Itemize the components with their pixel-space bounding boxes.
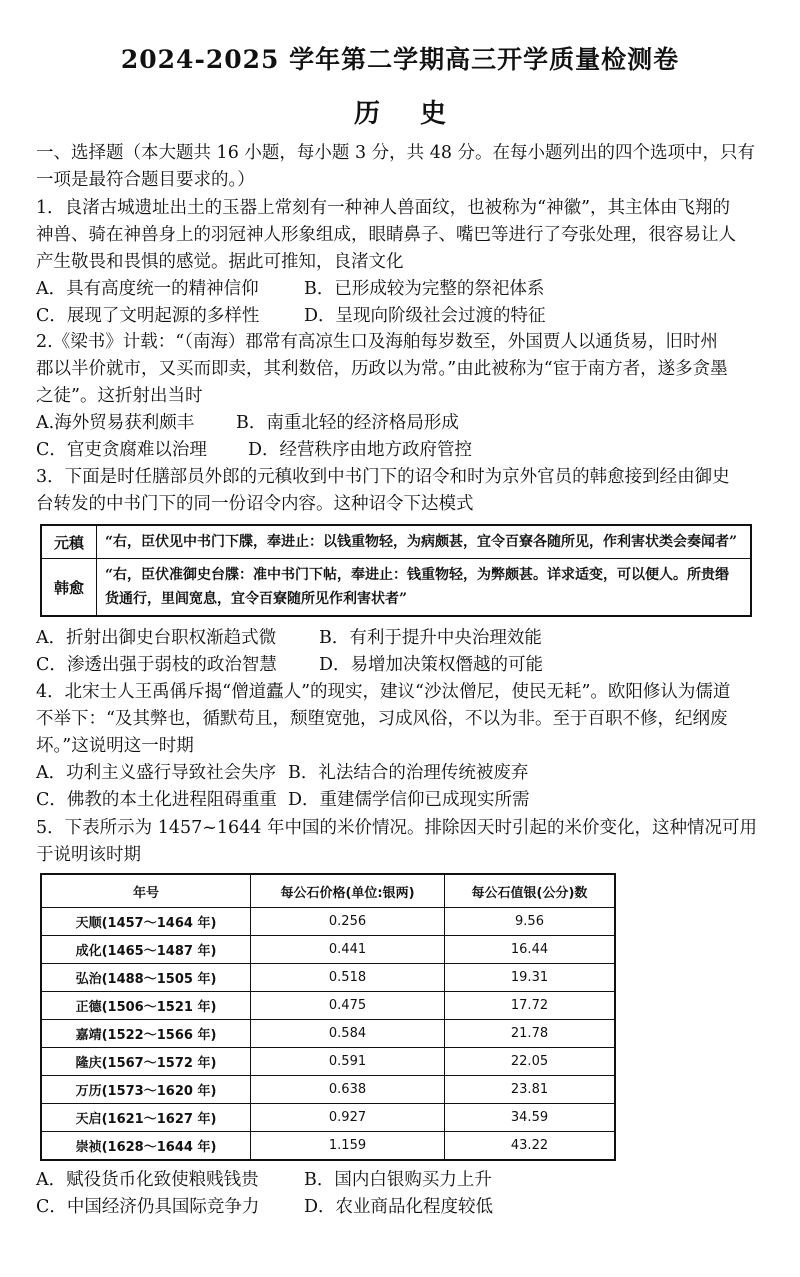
- price-cell: 0.518: [251, 964, 445, 992]
- reign-cell: 隆庆(1567～1572 年): [41, 1048, 251, 1076]
- edict-text: “右，臣伏准御史台牒：准中书门下帖，奉进止：钱重物轻，为弊颇甚。详求适变，可以便人。所贵缗货通行，里闾宽息，宜令百寮随所见作利害状者”: [97, 559, 752, 617]
- q1-options-row: [36, 303, 766, 329]
- table-row: [41, 936, 615, 964]
- silver-cell: 34.59: [445, 1104, 616, 1132]
- table-header-row: [41, 874, 615, 908]
- q4-option-d[interactable]: D．重建儒学信仰已成现实所需: [288, 790, 530, 810]
- q1-option-a[interactable]: A．具有高度统一的精神信仰: [36, 279, 259, 299]
- price-cell: 0.638: [251, 1076, 445, 1104]
- q5-option-c[interactable]: C．中国经济仍具国际竞争力: [36, 1197, 260, 1217]
- price-cell: 0.256: [251, 908, 445, 936]
- q3-option-c[interactable]: C．渗透出强于弱枝的政治智慧: [36, 655, 277, 675]
- silver-cell: 22.05: [445, 1048, 616, 1076]
- table-row: [41, 992, 615, 1020]
- q2-stem-line: 之徒”。这折射出当时: [36, 386, 203, 406]
- table-row: [41, 559, 751, 617]
- q5-options-row: [36, 1194, 766, 1220]
- q4-stem-line: 4．北宋士人王禹偁斥揭“僧道蠹人”的现实，建议“沙汰僧尼，使民无耗”。欧阳修认为儒道: [36, 682, 731, 702]
- silver-cell: 23.81: [445, 1076, 616, 1104]
- column-header: 每公石值银(公分)数: [445, 874, 616, 908]
- q5-option-a[interactable]: A．赋役货币化致使粮贱钱贵: [36, 1170, 259, 1190]
- q3-stem-line: 3．下面是时任膳部员外郎的元稹收到中书门下的诏令和时为京外官员的韩愈接到经由御史: [36, 467, 730, 487]
- q2-option-a[interactable]: A.海外贸易获利颇丰: [36, 413, 195, 433]
- q2-stem-line: 2.《梁书》计载：“（南海）郡常有高凉生口及海舶每岁数至，外国贾人以通货易，旧时州: [36, 332, 718, 352]
- q4-option-a[interactable]: A．功利主义盛行导致社会失序: [36, 763, 277, 783]
- silver-cell: 43.22: [445, 1132, 616, 1161]
- reign-cell: 弘治(1488～1505 年): [41, 964, 251, 992]
- table-row: [41, 1076, 615, 1104]
- silver-cell: 9.56: [445, 908, 616, 936]
- q5-option-d[interactable]: D．农业商品化程度较低: [304, 1197, 494, 1217]
- reign-cell: 天顺(1457～1464 年): [41, 908, 251, 936]
- silver-cell: 21.78: [445, 1020, 616, 1048]
- q1-stem-line: 1．良渚古城遗址出土的玉器上常刻有一种神人兽面纹，也被称为“神徽”，其主体由飞翔的: [36, 198, 731, 218]
- price-cell: 0.584: [251, 1020, 445, 1048]
- reign-cell: 嘉靖(1522～1566 年): [41, 1020, 251, 1048]
- exam-title: 2024-2025 学年第二学期高三开学质量检测卷: [120, 45, 680, 74]
- q1-stem-line: 神兽、骑在神兽身上的羽冠神人形象组成，眼睛鼻子、嘴巴等进行了夸张处理，很容易让人: [36, 225, 736, 245]
- table-row: [41, 1020, 615, 1048]
- table-row: [41, 1132, 615, 1161]
- table-row: [41, 1048, 615, 1076]
- price-cell: 0.475: [251, 992, 445, 1020]
- q5-options-row: [36, 1167, 766, 1193]
- reign-cell: 崇祯(1628～1644 年): [41, 1132, 251, 1161]
- q1-option-b[interactable]: B．已形成较为完整的祭祀体系: [304, 279, 545, 299]
- q4-option-b[interactable]: B．礼法结合的治理传统被废弃: [288, 763, 529, 783]
- q3-option-a[interactable]: A．折射出御史台职权渐趋式微: [36, 628, 277, 648]
- price-cell: 0.591: [251, 1048, 445, 1076]
- subject-title: 历史: [353, 99, 486, 129]
- q3-stem-line: 台转发的中书门下的同一份诏令内容。这种诏令下达模式: [36, 494, 474, 514]
- q5-option-b[interactable]: B．国内白银购买力上升: [304, 1170, 492, 1190]
- q3-option-d[interactable]: D．易增加决策权僭越的可能: [319, 655, 544, 675]
- q2-options-row: [36, 437, 766, 463]
- q5-stem-line: 于说明该时期: [36, 845, 141, 865]
- price-cell: 1.159: [251, 1132, 445, 1161]
- q5-rice-price-table: [40, 873, 616, 1161]
- q1-option-c[interactable]: C．展现了文明起源的多样性: [36, 306, 260, 326]
- reign-cell: 万历(1573～1620 年): [41, 1076, 251, 1104]
- q1-stem-line: 产生敬畏和畏惧的感觉。据此可推知，良渚文化: [36, 252, 404, 272]
- column-header: 每公石价格(单位:银两): [251, 874, 445, 908]
- reign-cell: 天启(1621～1627 年): [41, 1104, 251, 1132]
- q2-option-d[interactable]: D．经营秩序由地方政府管控: [248, 440, 473, 460]
- silver-cell: 17.72: [445, 992, 616, 1020]
- q3-edict-table: [40, 524, 752, 617]
- table-row: [41, 1104, 615, 1132]
- q3-options-row: [36, 652, 766, 678]
- q1-option-d[interactable]: D．呈现向阶级社会过渡的特征: [304, 306, 546, 326]
- q2-option-b[interactable]: B．南重北轻的经济格局形成: [236, 413, 459, 433]
- edict-recipient: 韩愈: [41, 559, 97, 617]
- price-cell: 0.441: [251, 936, 445, 964]
- q4-option-c[interactable]: C．佛教的本土化进程阻碍重重: [36, 790, 277, 810]
- table-row: [41, 964, 615, 992]
- q2-options-row: [36, 410, 766, 436]
- q4-stem-line: 坏。”这说明这一时期: [36, 736, 194, 756]
- q4-options-row: [36, 760, 766, 786]
- q3-options-row: [36, 625, 766, 651]
- silver-cell: 19.31: [445, 964, 616, 992]
- price-cell: 0.927: [251, 1104, 445, 1132]
- q2-option-c[interactable]: C．官吏贪腐难以治理: [36, 440, 207, 460]
- reign-cell: 正德(1506～1521 年): [41, 992, 251, 1020]
- edict-recipient: 元稹: [41, 525, 97, 559]
- column-header: 年号: [41, 874, 251, 908]
- section-instructions-cont: 一项是最符合题目要求的。）: [36, 170, 255, 190]
- q5-stem-line: 5．下表所示为 1457~1644 年中国的米价情况。排除因天时引起的米价变化，这种情况可用: [36, 818, 757, 838]
- q4-options-row: [36, 787, 766, 813]
- table-row: [41, 525, 751, 559]
- q4-stem-line: 不举下：“及其弊也，循默苟且，颓堕宽弛，习成风俗，不以为非。至于百职不修，纪纲废: [36, 709, 728, 729]
- section-instructions: 一、选择题（本大题共 16 小题，每小题 3 分，共 48 分。在每小题列出的四个选项中，只有: [36, 143, 756, 163]
- table-row: [41, 908, 615, 936]
- q1-options-row: [36, 276, 766, 302]
- silver-cell: 16.44: [445, 936, 616, 964]
- edict-text: “右，臣伏见中书门下牒，奉进止：以钱重物轻，为病颇甚，宜令百寮各随所见，作利害状类会奏闻者”: [97, 525, 752, 559]
- q3-option-b[interactable]: B．有利于提升中央治理效能: [319, 628, 542, 648]
- q2-stem-line: 郡以半价就市，又买而即卖，其利数倍，历政以为常。”由此被称为“宦于南方者，遂多贪墨: [36, 359, 728, 379]
- reign-cell: 成化(1465～1487 年): [41, 936, 251, 964]
